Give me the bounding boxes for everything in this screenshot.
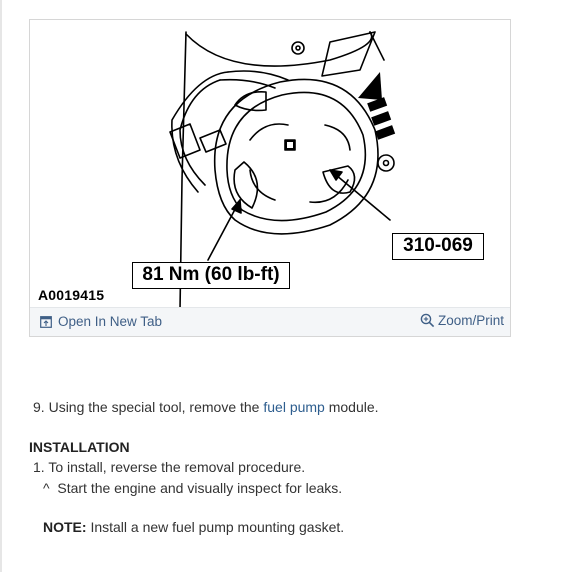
installation-substep (43, 480, 342, 496)
page-edge (0, 0, 2, 572)
zoom-print-label: Zoom/Print (437, 313, 504, 328)
substep-marker: ^ (43, 480, 50, 496)
installation-heading: INSTALLATION (29, 439, 130, 455)
step-number: 9. (33, 399, 45, 415)
open-in-new-tab-label: Open In New Tab (58, 314, 163, 329)
open-in-new-tab-link[interactable] (40, 314, 162, 329)
note-text: Install a new fuel pump mounting gasket. (86, 519, 345, 535)
procedure-step-9 (33, 399, 379, 415)
installation-note (43, 519, 344, 535)
note-label: NOTE: (43, 519, 87, 535)
open-in-new-tab-icon (40, 316, 52, 328)
installation-step-1 (33, 459, 305, 475)
step-text-prefix: Using the special tool, remove the (48, 399, 264, 415)
substep-text: Start the engine and visually inspect for leaks. (57, 480, 343, 496)
torque-callout: 81 Nm (60 lb-ft) (132, 262, 290, 289)
step-text-suffix: module. (324, 399, 379, 415)
magnifier-icon (420, 313, 435, 328)
fuel-pump-link[interactable]: fuel pump (263, 399, 325, 415)
step-text: To install, reverse the removal procedure. (48, 459, 306, 475)
tool-callout: 310-069 (392, 233, 484, 260)
step-number: 1. (33, 459, 45, 475)
figure-toolbar (30, 307, 510, 336)
zoom-print-link[interactable] (420, 313, 504, 328)
figure-card (29, 19, 511, 337)
figure-id: A0019415 (38, 287, 105, 303)
